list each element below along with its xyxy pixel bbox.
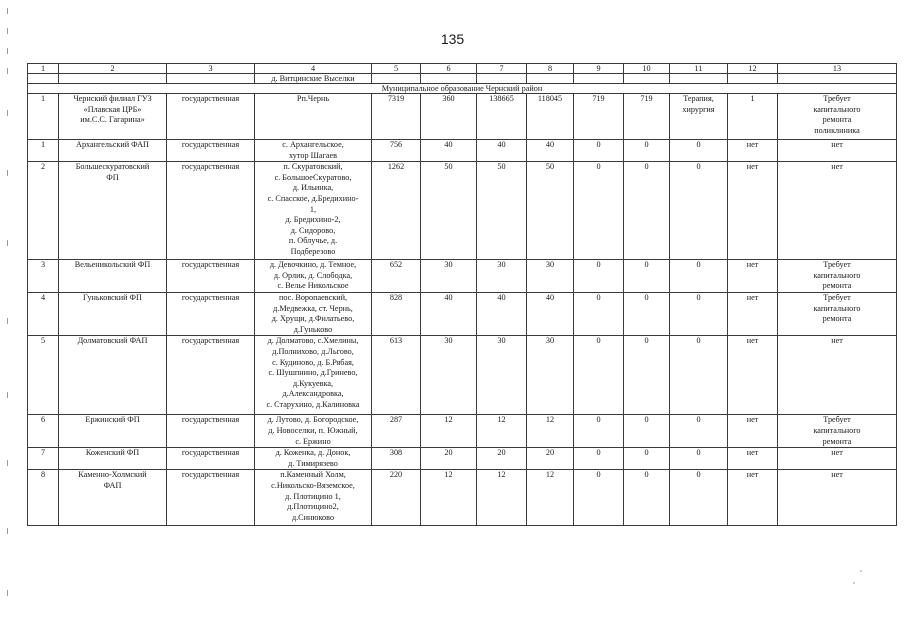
cell-col6: 20 — [421, 448, 477, 470]
cell-col13-line: Требует — [823, 94, 851, 103]
facility-name-line: Ержинский ФП — [85, 415, 140, 425]
cell-empty — [574, 74, 624, 84]
ownership-type: государственная — [167, 140, 255, 162]
settlements-list-line: д. Орлик, д. Слободка, — [273, 270, 353, 280]
column-number-6: 6 — [421, 64, 477, 74]
column-number-1: 1 — [28, 64, 59, 74]
ownership-type: государственная — [167, 415, 255, 448]
cell-col11 — [670, 162, 728, 260]
cell-empty — [59, 74, 167, 84]
cell-col13-line: капитального — [813, 104, 861, 114]
facility-name-line: «Плавская ЦРБ» — [83, 104, 142, 114]
settlements-list-line: д. Новоселки, п. Южный, — [268, 425, 358, 435]
table-row — [28, 292, 897, 335]
settlements-list-line: с.Никольско-Вяземское, — [271, 480, 355, 490]
settlements-list-line: д.Полнихово, д.Льгово, — [272, 346, 354, 356]
continuation-settlements: д. Витцинские Выселки — [255, 74, 372, 84]
cell-col8: 50 — [527, 162, 574, 260]
cell-col5: 613 — [372, 336, 421, 415]
ownership-type: государственная — [167, 448, 255, 470]
settlements-list-line: Рп.Чернь — [296, 94, 330, 103]
settlements-list-line: п.Каменный Холм, — [280, 470, 346, 480]
row-number: 1 — [28, 94, 59, 140]
cell-col13-line: нет — [831, 140, 843, 149]
cell-col6: 30 — [421, 336, 477, 415]
cell-col13-line: ремонта — [822, 436, 852, 446]
settlements-list — [255, 292, 372, 335]
facility-name — [59, 162, 167, 260]
cell-col12: нет — [728, 162, 778, 260]
settlements-list-line: д. Сидорово, — [290, 225, 336, 235]
cell-col6: 40 — [421, 140, 477, 162]
table-row — [28, 470, 897, 526]
cell-col10: 0 — [624, 336, 670, 415]
settlements-list — [255, 336, 372, 415]
column-number-10: 10 — [624, 64, 670, 74]
cell-col6: 12 — [421, 470, 477, 526]
cell-col11-line: 0 — [696, 470, 701, 480]
facility-name-line: Вельеникольский ФП — [74, 260, 151, 270]
table-row — [28, 94, 897, 140]
cell-col9: 0 — [574, 415, 624, 448]
ownership-type: государственная — [167, 292, 255, 335]
settlements-list-line: с. Спасское, д.Бредихино- — [267, 193, 359, 203]
facility-name-line: Большескуратовский — [75, 162, 150, 172]
cell-col11-line: 0 — [696, 140, 701, 149]
settlements-list — [255, 415, 372, 448]
cell-col8: 40 — [527, 140, 574, 162]
settlements-list-line: д.Гуньково — [293, 324, 333, 334]
cell-col13 — [778, 292, 897, 335]
page-number: 135 — [440, 31, 465, 47]
cell-col11-line: 0 — [696, 448, 701, 458]
scan-edge-marks — [7, 0, 9, 640]
table-row — [28, 260, 897, 293]
cell-col8: 12 — [527, 415, 574, 448]
table-row — [28, 448, 897, 470]
cell-col9: 0 — [574, 292, 624, 335]
settlements-list-line: д. Тимирязево — [288, 458, 338, 468]
scan-speck — [860, 570, 862, 572]
cell-col12: нет — [728, 415, 778, 448]
settlements-list-line: с. Кудиново, д. Б.Рябая, — [272, 357, 354, 367]
cell-empty — [28, 74, 59, 84]
ownership-type: государственная — [167, 470, 255, 526]
column-number-3: 3 — [167, 64, 255, 74]
row-number: 1 — [28, 140, 59, 162]
column-number-2: 2 — [59, 64, 167, 74]
settlements-list-line: д. Хрущи, д.Филатьево, — [271, 314, 355, 324]
cell-col13 — [778, 94, 897, 140]
cell-col12: нет — [728, 140, 778, 162]
cell-col12: нет — [728, 260, 778, 293]
facility-name — [59, 260, 167, 293]
cell-col9: 0 — [574, 260, 624, 293]
row-number: 6 — [28, 415, 59, 448]
settlements-list-line: д. Бредихино-2, — [285, 215, 341, 225]
settlements-list — [255, 94, 372, 140]
facility-name-line: Коженский ФП — [85, 448, 140, 458]
settlements-list-line: пос. Воропаевский, — [278, 292, 348, 302]
cell-col6: 50 — [421, 162, 477, 260]
cell-col5: 220 — [372, 470, 421, 526]
cell-col11 — [670, 260, 728, 293]
cell-col9: 0 — [574, 448, 624, 470]
cell-col11 — [670, 448, 728, 470]
cell-col12: нет — [728, 292, 778, 335]
facility-name — [59, 336, 167, 415]
section-title: Муниципальное образование Чернский район — [28, 84, 897, 94]
settlements-list-line: д. Плотицино 1, — [285, 491, 341, 501]
column-number-5: 5 — [372, 64, 421, 74]
settlements-list-line: Подберезово — [290, 246, 336, 256]
ownership-type: государственная — [167, 260, 255, 293]
section-row — [28, 84, 897, 94]
cell-col10: 0 — [624, 260, 670, 293]
cell-col7: 20 — [477, 448, 527, 470]
settlements-list-line: 1, — [309, 204, 317, 214]
facility-name — [59, 94, 167, 140]
row-number: 3 — [28, 260, 59, 293]
facility-name-line: Чернский филиал ГУЗ — [73, 94, 152, 103]
cell-col10: 0 — [624, 448, 670, 470]
cell-col8: 40 — [527, 292, 574, 335]
facility-name — [59, 415, 167, 448]
cell-col13 — [778, 470, 897, 526]
settlements-list-line: с. Старухино, д.Калиновка — [266, 399, 360, 409]
settlements-list-line: д. Лутово, д. Богородское, — [267, 415, 359, 425]
column-number-9: 9 — [574, 64, 624, 74]
facility-name-line: Гуньковский ФП — [83, 292, 142, 302]
column-number-4: 4 — [255, 64, 372, 74]
cell-col13-line: капитального — [813, 425, 861, 435]
cell-col11-line: хирургия — [682, 104, 715, 114]
settlements-list — [255, 260, 372, 293]
cell-col12: нет — [728, 470, 778, 526]
cell-col10: 719 — [624, 94, 670, 140]
settlements-list-line: с. Архангельское, — [282, 140, 344, 149]
settlements-list — [255, 162, 372, 260]
cell-col13 — [778, 448, 897, 470]
cell-col13-line: капитального — [813, 270, 861, 280]
row-number: 8 — [28, 470, 59, 526]
cell-col8: 30 — [527, 336, 574, 415]
settlements-list-line: с. Ержино — [295, 436, 331, 446]
row-number: 5 — [28, 336, 59, 415]
cell-col11 — [670, 415, 728, 448]
facility-name — [59, 292, 167, 335]
cell-col13-line: Требует — [823, 415, 851, 425]
facility-name — [59, 140, 167, 162]
settlements-list-line: д.Кукуевка, — [292, 378, 334, 388]
cell-col9: 0 — [574, 470, 624, 526]
cell-empty — [527, 74, 574, 84]
facility-name-line: Архангельский ФАП — [76, 140, 149, 149]
cell-col5: 287 — [372, 415, 421, 448]
cell-col8: 12 — [527, 470, 574, 526]
cell-col13-line: ремонта — [822, 115, 852, 125]
cell-col5: 308 — [372, 448, 421, 470]
cell-col7: 138665 — [477, 94, 527, 140]
settlements-list-line: п. Облучье, д. — [288, 236, 338, 246]
settlements-list-line: д.Синюково — [291, 512, 335, 522]
ownership-type: государственная — [167, 162, 255, 260]
cell-col8: 30 — [527, 260, 574, 293]
table-row — [28, 415, 897, 448]
cell-col7: 12 — [477, 415, 527, 448]
settlements-list-line: с. Шушпнино, д.Гринево, — [268, 368, 358, 378]
cell-col11 — [670, 470, 728, 526]
cell-col6: 12 — [421, 415, 477, 448]
cell-col11 — [670, 292, 728, 335]
cell-col13-line: Требует — [823, 292, 851, 302]
settlements-list — [255, 140, 372, 162]
cell-col10: 0 — [624, 470, 670, 526]
cell-empty — [477, 74, 527, 84]
column-number-8: 8 — [527, 64, 574, 74]
cell-col9: 0 — [574, 140, 624, 162]
cell-col13-line: поликлиника — [814, 125, 860, 135]
row-number: 2 — [28, 162, 59, 260]
cell-col11-line: 0 — [696, 260, 701, 270]
settlements-list-line: д. Коженка, д. Донок, — [275, 448, 351, 458]
cell-col13-line: нет — [831, 162, 843, 172]
settlements-list — [255, 448, 372, 470]
column-number-row — [28, 64, 897, 74]
cell-empty — [421, 74, 477, 84]
cell-empty — [372, 74, 421, 84]
settlements-list-line: д.Медвежка, ст. Чернь, — [273, 303, 353, 313]
cell-col12: нет — [728, 448, 778, 470]
settlements-list-line: д.Плотицино2, — [287, 502, 339, 512]
cell-col7: 40 — [477, 140, 527, 162]
settlements-list-line: с. БольшоеСкуратово, — [274, 172, 352, 182]
cell-col6: 360 — [421, 94, 477, 140]
cell-col7: 12 — [477, 470, 527, 526]
cell-col9: 0 — [574, 336, 624, 415]
facility-name-line: ФП — [106, 172, 119, 182]
column-number-7: 7 — [477, 64, 527, 74]
cell-col11-line: 0 — [696, 292, 701, 302]
cell-empty — [778, 74, 897, 84]
cell-col11 — [670, 336, 728, 415]
settlements-list-line: д. Долматово, с.Хмелины, — [267, 336, 359, 346]
cell-col8: 20 — [527, 448, 574, 470]
column-number-13: 13 — [778, 64, 897, 74]
cell-col13-line: капитального — [813, 303, 861, 313]
cell-col7: 40 — [477, 292, 527, 335]
settlements-list-line: д. Девочкино, д. Темное, — [269, 260, 357, 270]
cell-col13 — [778, 260, 897, 293]
cell-col7: 30 — [477, 260, 527, 293]
cell-col12: нет — [728, 336, 778, 415]
table-row — [28, 336, 897, 415]
table-row — [28, 140, 897, 162]
column-number-12: 12 — [728, 64, 778, 74]
cell-col11-line: 0 — [696, 336, 701, 346]
cell-col5: 756 — [372, 140, 421, 162]
facility-name-line: Долматовский ФАП — [77, 336, 148, 346]
cell-col11-line: 0 — [696, 415, 701, 425]
facility-name — [59, 448, 167, 470]
cell-empty — [624, 74, 670, 84]
settlements-list-line: с. Велье Никольское — [277, 281, 349, 291]
facility-name-line: Каменно-Холмский — [78, 470, 147, 480]
cell-col11-line: 0 — [696, 162, 701, 172]
settlements-list-line: д. Ильинка, — [292, 183, 334, 193]
cell-col7: 50 — [477, 162, 527, 260]
cell-col6: 40 — [421, 292, 477, 335]
cell-col9: 0 — [574, 162, 624, 260]
cell-col10: 0 — [624, 415, 670, 448]
column-number-11: 11 — [670, 64, 728, 74]
cell-col13-line: нет — [831, 448, 843, 458]
cell-col11 — [670, 94, 728, 140]
cell-col13-line: ремонта — [822, 314, 852, 324]
cell-col13 — [778, 415, 897, 448]
cell-col10: 0 — [624, 140, 670, 162]
cell-col13 — [778, 162, 897, 260]
cell-col11-line: Терапия, — [683, 94, 714, 103]
cell-col13 — [778, 140, 897, 162]
row-number: 4 — [28, 292, 59, 335]
table-row — [28, 162, 897, 260]
facility-name — [59, 470, 167, 526]
cell-col13 — [778, 336, 897, 415]
cell-col5: 652 — [372, 260, 421, 293]
cell-col13-line: нет — [831, 336, 843, 346]
cell-col6: 30 — [421, 260, 477, 293]
cell-col13-line: ремонта — [822, 281, 852, 291]
cell-col5: 7319 — [372, 94, 421, 140]
cell-col5: 828 — [372, 292, 421, 335]
cell-col12: 1 — [728, 94, 778, 140]
cell-col10: 0 — [624, 292, 670, 335]
cell-col5: 1262 — [372, 162, 421, 260]
cell-col11 — [670, 140, 728, 162]
row-number: 7 — [28, 448, 59, 470]
cell-col13-line: нет — [831, 470, 843, 480]
settlements-list-line: хутор Шагаев — [289, 150, 337, 160]
scan-speck — [853, 582, 855, 584]
cell-empty — [167, 74, 255, 84]
cell-col10: 0 — [624, 162, 670, 260]
facility-name-line: им.С.С. Гагарина» — [80, 115, 145, 125]
cell-col7: 30 — [477, 336, 527, 415]
facilities-table — [27, 63, 897, 526]
settlements-list — [255, 470, 372, 526]
facility-name-line: ФАП — [103, 480, 122, 490]
cell-empty — [728, 74, 778, 84]
continuation-row — [28, 74, 897, 84]
settlements-list-line: п. Скуратовский, — [283, 162, 343, 172]
cell-col13-line: Требует — [823, 260, 851, 270]
ownership-type: государственная — [167, 94, 255, 140]
settlements-list-line: д.Александровка, — [282, 389, 344, 399]
ownership-type: государственная — [167, 336, 255, 415]
cell-empty — [670, 74, 728, 84]
cell-col9: 719 — [574, 94, 624, 140]
cell-col8: 118045 — [527, 94, 574, 140]
